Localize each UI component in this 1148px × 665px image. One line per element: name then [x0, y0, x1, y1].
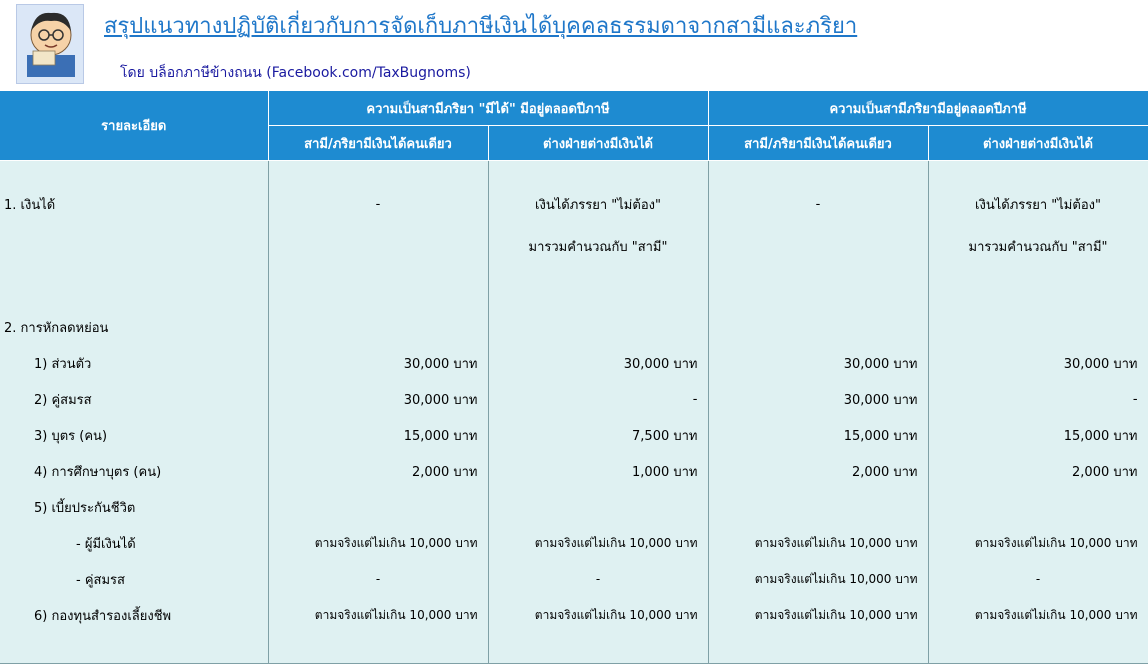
column-header-description: รายละเอียด [0, 91, 268, 161]
cell-value: มารวมคำนวณกับ "สามี" [488, 225, 708, 267]
table-row [0, 225, 1148, 267]
row-label-income: 1. เงินได้ [0, 183, 268, 225]
cell-value: 30,000 บาท [268, 381, 488, 417]
cell-value: 15,000 บาท [708, 417, 928, 453]
cell-value: - [928, 381, 1148, 417]
page-header [0, 0, 1148, 90]
cell-value: เงินได้ภรรยา "ไม่ต้อง" [928, 183, 1148, 225]
row-label: 2) คู่สมรส [0, 381, 268, 417]
cell-value: ตามจริงแต่ไม่เกิน 10,000 บาท [708, 561, 928, 597]
table-row [0, 453, 1148, 489]
row-label: 3) บุตร (คน) [0, 417, 268, 453]
row-label: - คู่สมรส [0, 561, 268, 597]
cell-value: ตามจริงแต่ไม่เกิน 10,000 บาท [488, 597, 708, 633]
table-row [0, 525, 1148, 561]
cell-value: ตามจริงแต่ไม่เกิน 10,000 บาท [268, 525, 488, 561]
column-header-both-earners: ต่างฝ่ายต่างมีเงินได้ [928, 126, 1148, 161]
column-header-single-earner: สามี/ภริยามีเงินได้คนเดียว [708, 126, 928, 161]
cell-value: 15,000 บาท [268, 417, 488, 453]
cell-value: ตามจริงแต่ไม่เกิน 10,000 บาท [268, 597, 488, 633]
row-label: - ผู้มีเงินได้ [0, 525, 268, 561]
cell-value: 2,000 บาท [928, 453, 1148, 489]
cell-value: 30,000 บาท [708, 345, 928, 381]
cartoon-logo-icon [16, 4, 84, 84]
table-row [0, 489, 1148, 525]
cell-value: ตามจริงแต่ไม่เกิน 10,000 บาท [488, 525, 708, 561]
cell-value: ตามจริงแต่ไม่เกิน 10,000 บาท [928, 597, 1148, 633]
cell-value: 15,000 บาท [928, 417, 1148, 453]
cell-value: - [488, 561, 708, 597]
cell-value: ตามจริงแต่ไม่เกิน 10,000 บาท [708, 525, 928, 561]
page-title[interactable]: สรุปแนวทางปฏิบัติเกี่ยวกับการจัดเก็บภาษีเงินได้บุคคลธรรมดาจากสามีและภริยา [104, 14, 858, 39]
cell-value: เงินได้ภรรยา "ไม่ต้อง" [488, 183, 708, 225]
cell-value: 2,000 บาท [708, 453, 928, 489]
table-row [0, 345, 1148, 381]
column-header-single-earner: สามี/ภริยามีเงินได้คนเดียว [268, 126, 488, 161]
table-row [0, 561, 1148, 597]
column-header-both-earners: ต่างฝ่ายต่างมีเงินได้ [488, 126, 708, 161]
cell-value: - [488, 381, 708, 417]
cell-value: - [268, 561, 488, 597]
cell-value: 30,000 บาท [488, 345, 708, 381]
row-label-insurance: 5) เบี้ยประกันชีวิต [0, 489, 268, 525]
cell-value: 1,000 บาท [488, 453, 708, 489]
spacer-row [0, 267, 1148, 309]
table-row [0, 183, 1148, 225]
cell-value: 7,500 บาท [488, 417, 708, 453]
cell-value: 2,000 บาท [268, 453, 488, 489]
group-header-spouse-full-year: ความเป็นสามีภริยามีอยู่ตลอดปีภาษี [708, 91, 1148, 126]
row-label: 6) กองทุนสำรองเลี้ยงชีพ [0, 597, 268, 633]
row-label: 1) ส่วนตัว [0, 345, 268, 381]
author-byline: โดย บล็อกภาษีข้างถนน (Facebook.com/TaxBugnoms) [120, 65, 471, 81]
table-row [0, 381, 1148, 417]
cell-value: 30,000 บาท [708, 381, 928, 417]
cell-value: ตามจริงแต่ไม่เกิน 10,000 บาท [928, 525, 1148, 561]
cell-value: - [268, 183, 488, 225]
row-label-deductions: 2. การหักลดหย่อน [0, 309, 268, 345]
spacer-row [0, 633, 1148, 664]
tax-summary-table [0, 90, 1148, 664]
group-header-spouse-partial-year: ความเป็นสามีภริยา "มีได้" มีอยู่ตลอดปีภาษี [268, 91, 708, 126]
table-row [0, 597, 1148, 633]
cell-value: มารวมคำนวณกับ "สามี" [928, 225, 1148, 267]
cell-value: - [708, 183, 928, 225]
cell-value: 30,000 บาท [928, 345, 1148, 381]
cell-value: 30,000 บาท [268, 345, 488, 381]
table-row [0, 309, 1148, 345]
cell-value: ตามจริงแต่ไม่เกิน 10,000 บาท [708, 597, 928, 633]
table-row [0, 417, 1148, 453]
cell-value: - [928, 561, 1148, 597]
row-label: 4) การศึกษาบุตร (คน) [0, 453, 268, 489]
spacer-row [0, 161, 1148, 184]
